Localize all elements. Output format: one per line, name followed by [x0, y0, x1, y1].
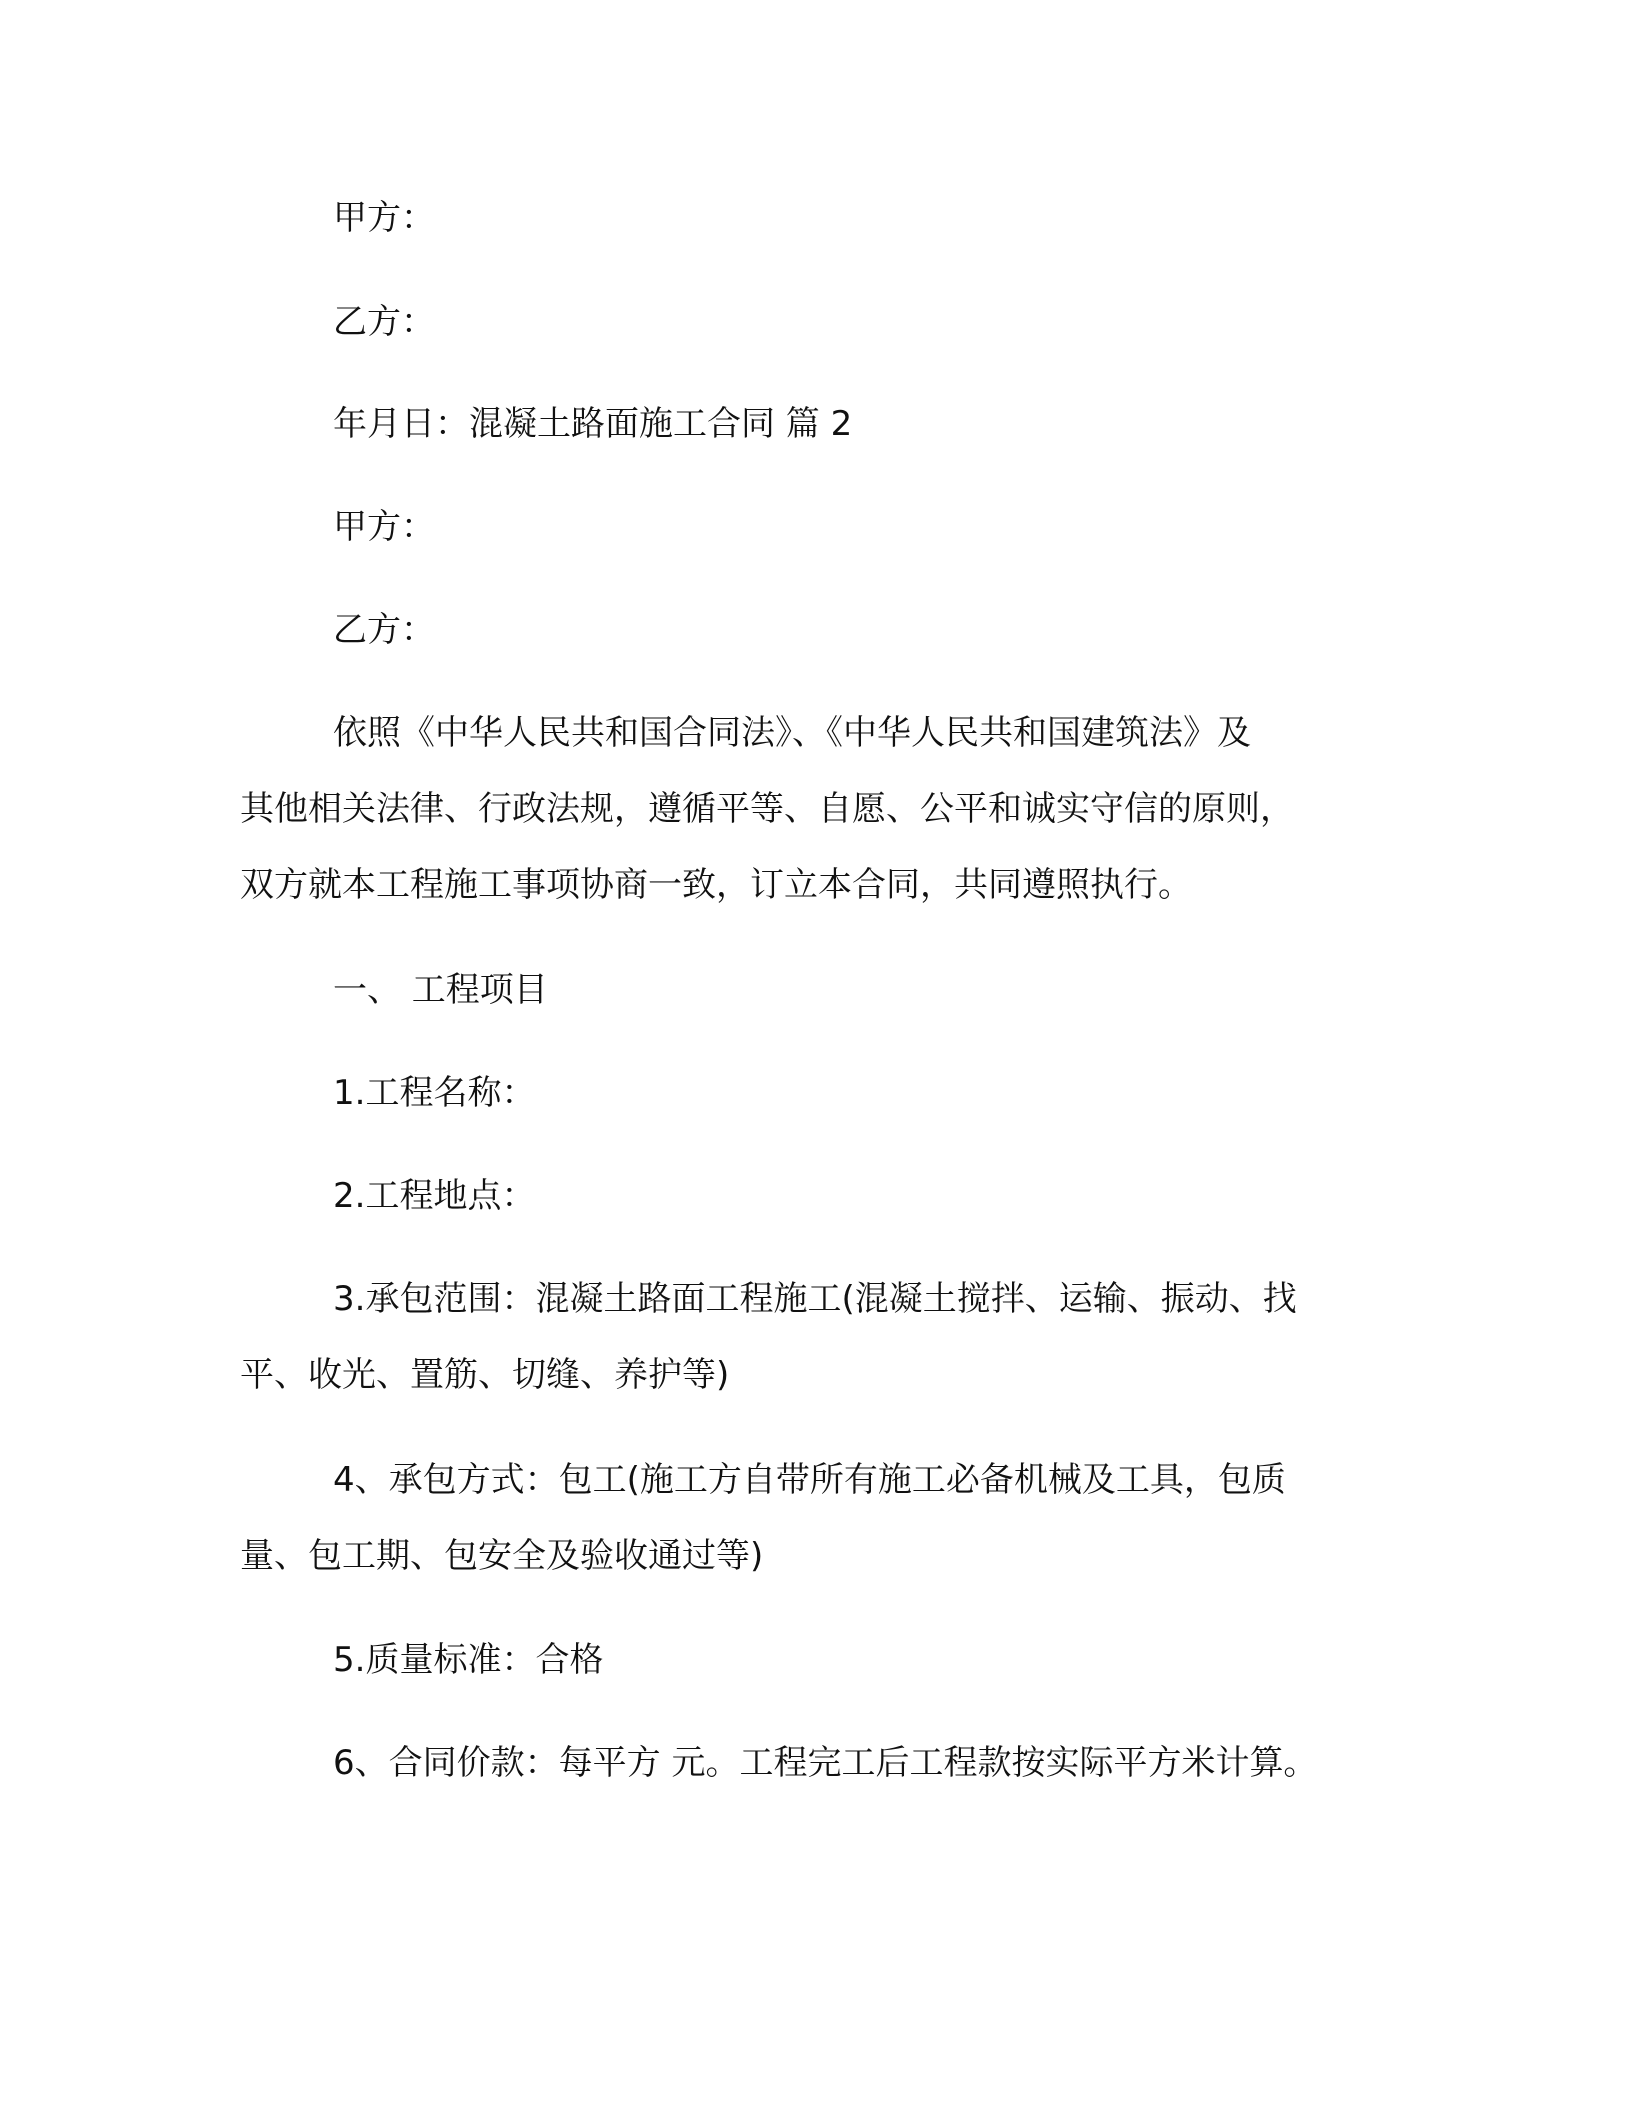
item-project-name: 1.工程名称： — [333, 1073, 536, 1113]
item-quality-standard: 5.质量标准：合格 — [333, 1640, 604, 1680]
party-b-line: 乙方： — [333, 302, 435, 342]
item-project-location: 2.工程地点： — [333, 1176, 536, 1216]
item-contract-price: 6、合同价款：每平方 元。工程完工后工程款按实际平方米计算。 — [333, 1743, 1318, 1783]
preamble-line-2: 其他相关法律、行政法规，遵循平等、自愿、公平和诚实守信的原则， — [240, 789, 1294, 829]
date-title-line: 年月日：混凝土路面施工合同 篇 2 — [333, 404, 853, 444]
party-a-line: 甲方： — [333, 198, 435, 238]
item-scope-line-2: 平、收光、置筋、切缝、养护等) — [240, 1355, 730, 1395]
item-contract-mode-line-2: 量、包工期、包安全及验收通过等) — [240, 1536, 764, 1576]
item-scope-line-1: 3.承包范围：混凝土路面工程施工(混凝土搅拌、运输、振动、找 — [333, 1279, 1297, 1319]
party-a-line-2: 甲方： — [333, 507, 435, 547]
preamble-line-1: 依照《中华人民共和国合同法》、《中华人民共和国建筑法》及 — [333, 713, 1251, 753]
section-heading: 一、 工程项目 — [333, 970, 548, 1010]
preamble-line-3: 双方就本工程施工事项协商一致，订立本合同，共同遵照执行。 — [240, 865, 1192, 905]
party-b-line-2: 乙方： — [333, 610, 435, 650]
item-contract-mode-line-1: 4、承包方式：包工(施工方自带所有施工必备机械及工具，包质 — [333, 1460, 1286, 1500]
